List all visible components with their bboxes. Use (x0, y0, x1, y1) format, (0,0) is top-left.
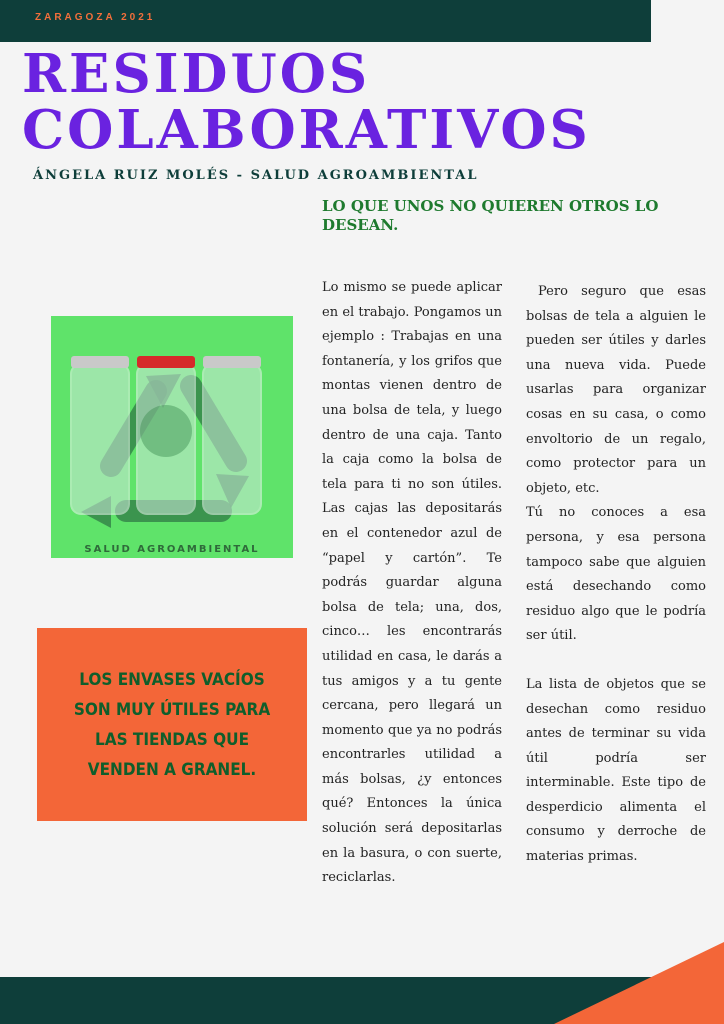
top-bar (0, 0, 651, 42)
page-title (22, 43, 591, 161)
corner-triangle (554, 942, 724, 1024)
recycle-symbol-icon (51, 316, 293, 558)
photo-caption: SALUD AGROAMBIENTAL (84, 544, 260, 555)
column-2-paragraph-1: Pero seguro que esas bolsas de tela a alguien le pueden ser útiles y darles una nueva vida. Puede usarlas para organizar cosas en su casa, o como envoltorio de un regalo, como protector para un objeto, etc. (526, 284, 706, 496)
article-column-2 (526, 280, 706, 870)
title-line-1: RESIDUOS (22, 43, 371, 105)
recycling-jars-photo (51, 316, 293, 558)
callout-text: LOS ENVASES VACÍOS SON MUY ÚTILES PARA LAS TIENDAS QUE VENDEN A GRANEL. (73, 669, 271, 780)
column-2-paragraph-3: La lista de objetos que se desechan como residuo antes de terminar su vida útil podría ser interminable. Este tipo de desperdicio alimenta el consumo y derroche de materias primas. (526, 676, 706, 865)
article-column-1 (322, 276, 502, 891)
location-year: ZARAGOZA 2021 (35, 12, 156, 23)
column-1-text: Lo mismo se puede aplicar en el trabajo. Pongamos un ejemplo : Trabajas en una fontanería, y los grifos que montas vienen dentro de una bolsa de tela, y luego dentro de una caja. Tanto la caja como la bolsa de tela para ti no son útiles. Las cajas las depositarás en el contenedor azul de “papel y cartón”. Te podrás guardar alguna bolsa de tela; una, dos, cinco… les encontrarás utilidad en casa, le darás a tus amigos y a tu gente cercana, pero llegará un momento que ya no podrás encontrarles utilidad a más bolsas, ¿y entonces qué? Entonces la única solución será depositarlas en la basura, o con suerte, reciclarlas. (322, 280, 502, 886)
column-2-paragraph-2: Tú no conoces a esa persona, y esa persona tampoco sabe que alguien está desechando como residuo algo que le podría ser útil. (526, 505, 706, 644)
callout-box (37, 628, 307, 821)
title-line-2: COLABORATIVOS (22, 99, 591, 161)
article-heading: LO QUE UNOS NO QUIEREN OTROS LO DESEAN. (322, 197, 659, 234)
author-line: ÁNGELA RUIZ MOLÉS - SALUD AGROAMBIENTAL (33, 168, 479, 183)
